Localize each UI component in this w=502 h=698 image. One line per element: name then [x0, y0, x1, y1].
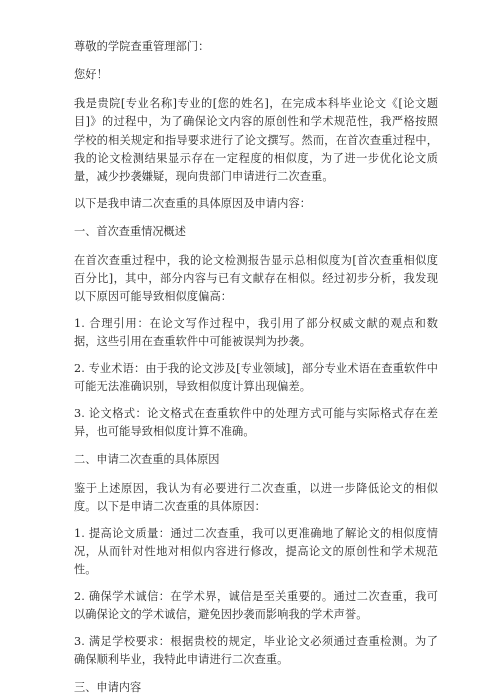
section-3-heading: 三、申请内容 — [74, 681, 142, 695]
section-2-heading: 二、申请二次查重的具体原因 — [74, 453, 220, 467]
section-2-item: 2. 确保学术诚信：在学术界，诚信是至关重要的。通过二次查重，我可以确保论文的学术诚信，避免因抄袭而影响我的学术声誉。 — [74, 589, 438, 622]
section-1-heading: 一、首次查重情况概述 — [74, 225, 186, 239]
section-1-item: 2. 专业术语：由于我的论文涉及[专业领域]，部分专业术语在查重软件中可能无法准确识别，导致相似度计算出现偏差。 — [74, 361, 438, 394]
greeting: 您好！ — [74, 68, 108, 82]
intro-paragraph: 我是贵院[专业名称]专业的[您的姓名]，在完成本科毕业论文《[论文题目]》的过程中，为了确保论文内容的原创性和学术规范性，我严格按照学校的相关规定和指导要求进行了论文撰写。然而，在首次查重过程中，我的论文检测结果显示存在一定程度的相似度，为了进一步优化论文质量，减少抄袭嫌疑，现向贵部门申请进行二次查重。 — [74, 96, 438, 184]
section-2-item: 3. 满足学校要求：根据贵校的规定，毕业论文必须通过查重检测。为了确保顺利毕业，我特此申请进行二次查重。 — [74, 634, 438, 666]
section-2-item: 1. 提高论文质量：通过二次查重，我可以更准确地了解论文的相似度情况，从而针对性地对相似内容进行修改，提高论文的原创性和学术规范性。 — [74, 526, 438, 577]
section-1-item: 3. 论文格式：论文格式在查重软件中的处理方式可能与实际格式存在差异，也可能导致相似度计算不准确。 — [74, 406, 438, 438]
section-1-item: 1. 合理引用：在论文写作过程中，我引用了部分权威文献的观点和数据，这些引用在查重软件中可能被误判为抄袭。 — [74, 316, 438, 349]
salutation: 尊敬的学院查重管理部门： — [74, 40, 210, 53]
section-1-body: 在首次查重过程中，我的论文检测报告显示总相似度为[首次查重相似度百分比]，其中，部分内容与已有文献存在相似。经过初步分析，我发现以下原因可能导致相似度偏高： — [74, 253, 438, 304]
section-2-body: 鉴于上述原因，我认为有必要进行二次查重，以进一步降低论文的相似度。以下是申请二次查重的具体原因： — [74, 481, 438, 514]
lead-paragraph: 以下是我申请二次查重的具体原因及申请内容： — [74, 196, 312, 210]
